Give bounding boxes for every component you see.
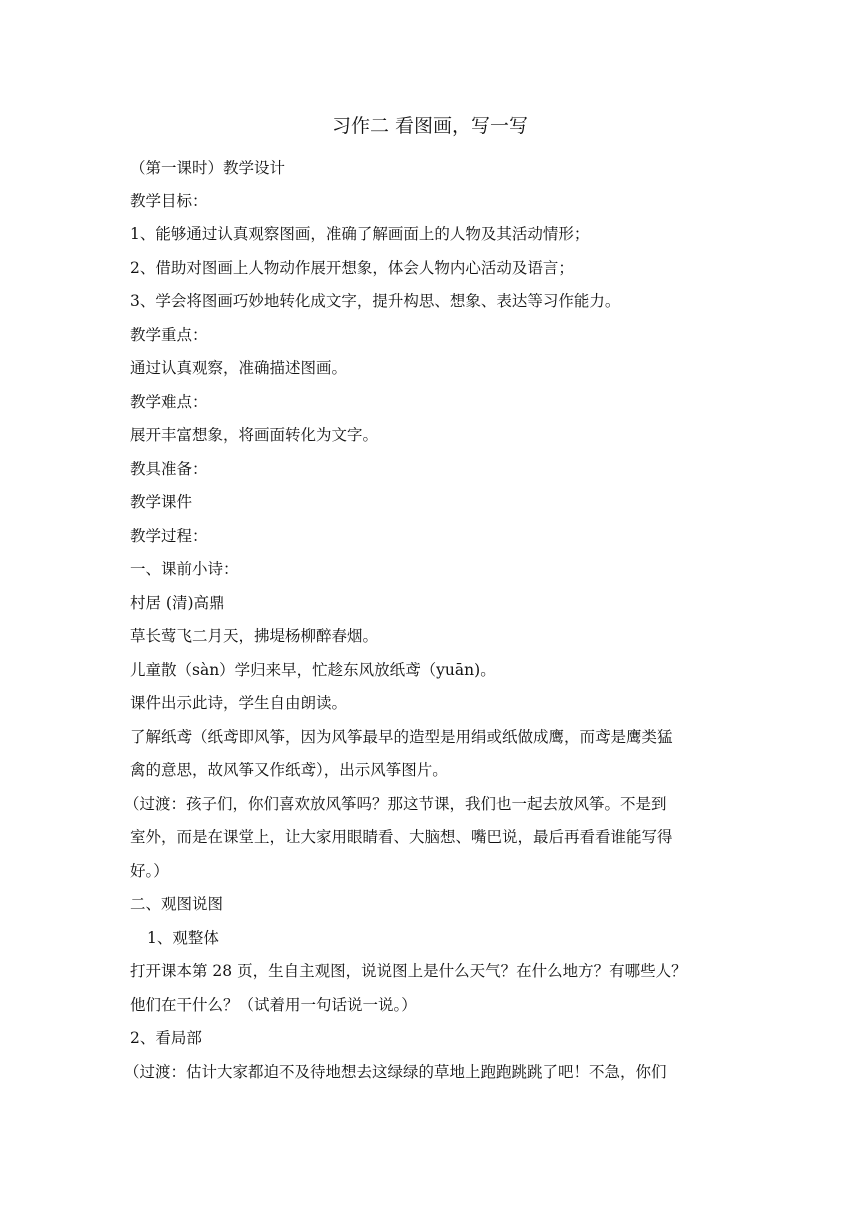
substep-1-text-line-2: 他们在干什么？（试着用一句话说一说。） bbox=[130, 996, 417, 1014]
process-step-1-heading: 一、课前小诗： bbox=[130, 560, 239, 578]
transition-line-3: 好。） bbox=[130, 862, 169, 880]
goal-item-2: 2、借助对图画上人物动作展开想象，体会人物内心活动及语言； bbox=[130, 259, 574, 277]
substep-1-heading: 1、观整体 bbox=[147, 929, 219, 947]
poem-activity-text: 课件出示此诗，学生自由朗读。 bbox=[130, 694, 348, 712]
transition-line-1: （过渡：孩子们，你们喜欢放风筝吗？那这节课，我们也一起去放风筝。不是到 bbox=[124, 795, 667, 813]
difficulties-text: 展开丰富想象，将画面转化为文字。 bbox=[130, 426, 379, 444]
goal-item-3: 3、学会将图画巧妙地转化成文字，提升构思、想象、表达等习作能力。 bbox=[130, 292, 621, 310]
substep-1-text-line-1: 打开课本第 28 页，生自主观图，说说图上是什么天气？在什么地方？有哪些人？ bbox=[130, 962, 687, 980]
document-title: 习作二 看图画，写一写 bbox=[331, 115, 529, 137]
kite-explanation-line-1: 了解纸鸢（纸鸢即风筝，因为风筝最早的造型是用绢或纸做成鹰，而鸢是鹰类猛 bbox=[130, 728, 673, 746]
section-heading-goals: 教学目标： bbox=[130, 192, 208, 210]
goal-item-1: 1、能够通过认真观察图画，准确了解画面上的人物及其活动情形； bbox=[130, 225, 590, 243]
transition-line-2: 室外，而是在课堂上，让大家用眼睛看、大脑想、嘴巴说，最后再看看谁能写得 bbox=[130, 828, 673, 846]
section-heading-process: 教学过程： bbox=[130, 527, 208, 545]
transition-2-line-1: （过渡：估计大家都迫不及待地想去这绿绿的草地上跑跑跳跳了吧！不急，你们 bbox=[124, 1063, 667, 1081]
poem-line-2: 儿童散（sàn）学归来早，忙趁东风放纸鸢（yuān)。 bbox=[130, 661, 496, 679]
substep-2-heading: 2、看局部 bbox=[130, 1029, 202, 1047]
poem-title: 村居 (清)高鼎 bbox=[130, 594, 225, 612]
kite-explanation-line-2: 禽的意思，故风筝又作纸鸢），出示风筝图片。 bbox=[130, 761, 448, 779]
section-heading-materials: 教具准备： bbox=[130, 460, 208, 478]
lesson-subtitle: （第一课时）教学设计 bbox=[130, 159, 286, 177]
key-points-text: 通过认真观察，准确描述图画。 bbox=[130, 359, 348, 377]
materials-text: 教学课件 bbox=[130, 493, 193, 511]
section-heading-key-points: 教学重点： bbox=[130, 326, 208, 344]
section-heading-difficulties: 教学难点： bbox=[130, 393, 208, 411]
process-step-2-heading: 二、观图说图 bbox=[130, 895, 224, 913]
poem-line-1: 草长莺飞二月天，拂堤杨柳醉春烟。 bbox=[130, 627, 379, 645]
